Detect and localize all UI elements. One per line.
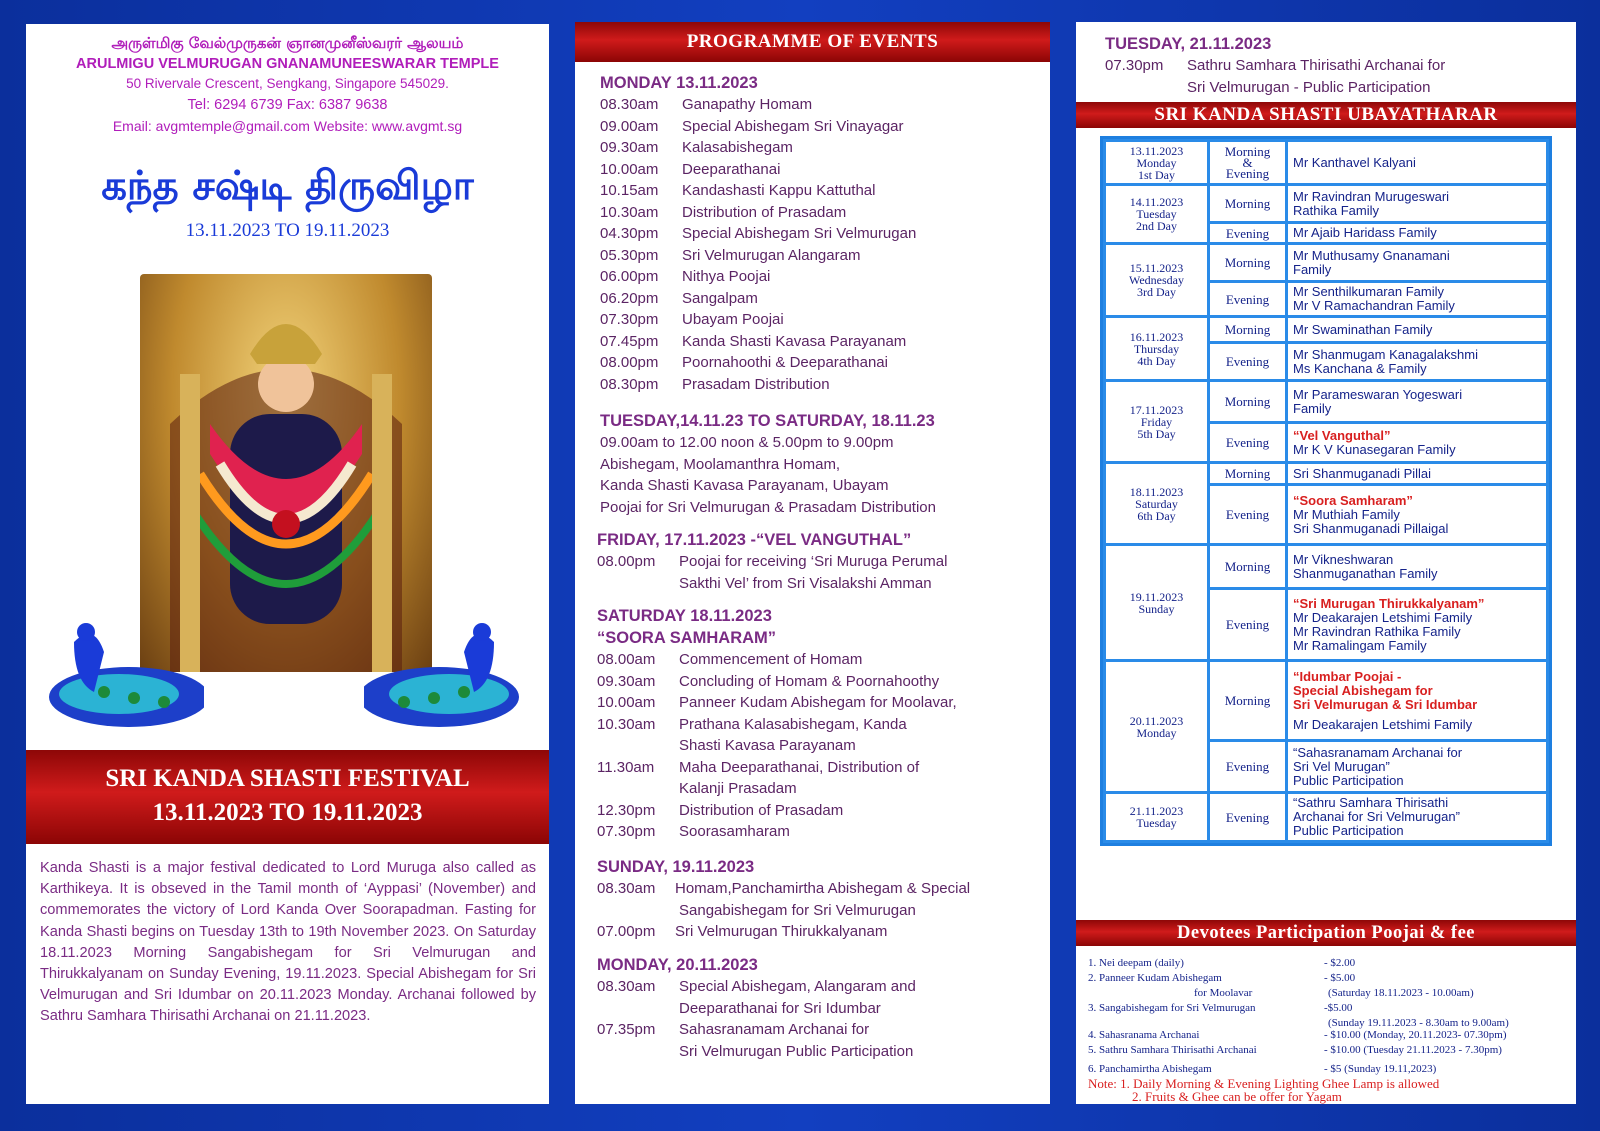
date-line: 19.11.2023 <box>1129 589 1184 604</box>
event-desc: Poornahoothi & Deeparathanai <box>682 354 888 371</box>
band-title: SRI KANDA SHASTI FESTIVAL <box>105 765 470 792</box>
ubayam-name: Mr Kanthavel Kalyani <box>1293 154 1416 170</box>
date-line: 1st Day <box>1138 167 1175 182</box>
tue-sat-line: 09.00am to 12.00 noon & 5.00pm to 9.00pm <box>600 434 894 451</box>
schedule-names <box>1287 282 1548 317</box>
date-line: Monday <box>1136 725 1177 740</box>
date-line: 21.11.2023 <box>1129 804 1184 818</box>
ubayam-name: Family <box>1293 261 1332 277</box>
tamil-temple-name: அருள்மிகு வேல்முருகன் ஞானமுனீஸ்வரர் ஆலயம் <box>111 34 464 52</box>
list-item <box>600 266 916 288</box>
event-time: 06.20pm <box>600 289 659 307</box>
event-time: 08.30am <box>600 96 659 113</box>
schedule-slot <box>1209 317 1287 343</box>
slot-line: Morning <box>1224 196 1271 211</box>
list-item <box>600 223 916 245</box>
table-row <box>1105 317 1548 343</box>
event-desc: Prasadam Distribution <box>682 375 830 393</box>
slot-line: & <box>1242 155 1253 170</box>
table-row <box>1105 185 1548 223</box>
event-desc: Distribution of Prasadam <box>679 801 844 819</box>
event-time: 10.00am <box>597 694 656 711</box>
ubayam-name: Public Participation <box>1293 772 1404 788</box>
fee-item: - $10.00 (Tuesday 21.11.2023 - 7.30pm) <box>1324 1044 1502 1056</box>
ubayam-name: Archanai for Sri Velmurugan” <box>1293 809 1460 824</box>
event-time: 08.00am <box>597 651 656 668</box>
programme-header: PROGRAMME OF EVENTS <box>575 22 1050 62</box>
ubayam-name: Sri Shanmuganadi Pillaigal <box>1293 520 1449 536</box>
date-line: 20.11.2023 <box>1129 713 1184 728</box>
event-desc: Deeparathanai <box>682 160 781 178</box>
event-desc: Sahasranamam Archanai for <box>679 1021 870 1038</box>
slot-line: Morning <box>1224 394 1271 409</box>
ubayam-name: Rathika Family <box>1293 202 1379 218</box>
date-line: 17.11.2023 <box>1129 402 1184 417</box>
fee-item: - $5.00 <box>1324 972 1356 984</box>
event-desc: Kandashasti Kappu Kattuthal <box>682 182 876 199</box>
slot-line: Evening <box>1225 225 1270 241</box>
list-item <box>600 202 916 224</box>
date-line: Saturday <box>1135 496 1178 511</box>
tue-sat-line: Kanda Shasti Kavasa Parayanam, Ubayam <box>600 477 889 494</box>
festival-band <box>26 750 549 844</box>
schedule-slot <box>1209 589 1287 661</box>
date-line: Sunday <box>1138 601 1175 616</box>
schedule-slot <box>1209 223 1287 244</box>
note-2: 2. Fruits & Ghee can be offer for Yagam <box>1132 1089 1342 1104</box>
schedule-slot <box>1209 141 1287 185</box>
event-desc: Sangalpam <box>682 289 758 307</box>
event-time: 08.30am <box>597 880 656 897</box>
event-desc: Sri Velmurugan Alangaram <box>682 246 861 264</box>
event-time: 12.30pm <box>597 801 656 819</box>
schedule-names <box>1287 185 1548 223</box>
schedule-date <box>1105 661 1209 793</box>
event-time: 07.45pm <box>600 332 659 350</box>
event-desc: Ganapathy Homam <box>682 96 813 113</box>
event-desc: Kalanji Prasadam <box>679 780 797 797</box>
ubayam-name: Mr Ajaib Haridass Family <box>1293 225 1437 240</box>
schedule-slot <box>1209 381 1287 423</box>
ubayam-name: Mr Ravindran Murugeswari <box>1293 188 1450 204</box>
fee-item: 1. Nei deepam (daily) <box>1088 957 1184 969</box>
event-desc: Poojai for receiving ‘Sri Muruga Perumal <box>679 553 948 570</box>
schedule-slot <box>1209 741 1287 793</box>
tue-sat-line: Abishegam, Moolamanthra Homam, <box>600 455 841 473</box>
programme-panel <box>575 22 1050 1104</box>
schedule-names <box>1287 661 1548 741</box>
ubayam-name: Sri Vel Murugan” <box>1293 758 1390 774</box>
event-time: 09.00am <box>600 117 659 135</box>
date-line: 3rd Day <box>1137 285 1176 299</box>
tuesday-21-heading: TUESDAY, 21.11.2023 <box>1105 35 1272 53</box>
ubayam-name: Shanmuganathan Family <box>1293 565 1438 581</box>
list-item <box>597 821 957 843</box>
fee-item: -$5.00 <box>1324 1002 1353 1014</box>
list-item <box>597 551 947 573</box>
ubayam-name: Mr Parameswaran Yogeswari <box>1293 386 1463 402</box>
schedule-slot <box>1209 463 1287 485</box>
ubayam-name: Mr Deakarajen Letshimi Family <box>1293 716 1473 732</box>
event-time: 07.35pm <box>597 1021 656 1038</box>
saturday-18-list <box>597 649 957 843</box>
ubayam-name: “Sahasranamam Archanai for <box>1293 744 1463 760</box>
list-item <box>597 800 957 822</box>
ubayam-name: Sri Shanmuganadi Pillai <box>1293 465 1432 481</box>
slot-line: Evening <box>1225 435 1270 450</box>
event-time: 06.00pm <box>600 268 659 285</box>
event-time: 09.30am <box>600 139 659 156</box>
schedule-date <box>1105 141 1209 185</box>
ubayam-name: Mr Deakarajen Letshimi Family <box>1293 609 1473 625</box>
event-time: 07.30pm <box>597 823 656 840</box>
slot-line: Morning <box>1224 559 1271 574</box>
schedule-date <box>1105 381 1209 463</box>
schedule-slot <box>1209 545 1287 589</box>
event-desc: Distribution of Prasadam <box>682 203 847 221</box>
event-desc: Commencement of Homam <box>679 651 863 668</box>
list-item <box>600 331 916 353</box>
event-time: 08.30am <box>597 978 656 995</box>
event-desc: Special Abishegam Sri Velmurugan <box>682 225 917 242</box>
event-desc: Sathru Samhara Thirisathi Archanai for <box>1187 57 1446 74</box>
event-time: 10.00am <box>600 160 659 178</box>
list-item <box>597 757 957 779</box>
schedule-date <box>1105 185 1209 244</box>
event-desc: Nithya Poojai <box>682 268 771 285</box>
event-desc: Ubayam Poojai <box>682 311 784 328</box>
schedule-date <box>1105 317 1209 381</box>
ubayam-name: Mr Shanmugam Kanagalakshmi <box>1293 346 1478 362</box>
ubayam-name: “Idumbar Poojai - <box>1293 668 1402 684</box>
ubayatharar-header: SRI KANDA SHASTI UBAYATHARAR <box>1076 102 1576 128</box>
schedule-slot <box>1209 343 1287 381</box>
schedule-slot <box>1209 423 1287 463</box>
event-time: 08.00pm <box>597 553 656 570</box>
date-line: Wednesday <box>1128 273 1184 287</box>
event-desc: Homam,Panchamirtha Abishegam & Special <box>675 880 971 897</box>
schedule-names <box>1287 141 1548 185</box>
tue-sat-heading: TUESDAY,14.11.23 TO SATURDAY, 18.11.23 <box>600 412 935 430</box>
fee-item: 2. Panneer Kudam Abishegam <box>1088 972 1222 984</box>
ubayam-name: Mr Muthusamy Gnanamani <box>1293 247 1450 263</box>
event-time: 07.30pm <box>600 311 659 328</box>
event-desc: Kalasabishegam <box>682 139 793 156</box>
temple-name: ARULMIGU VELMURUGAN GNANAMUNEESWARAR TEMPLE <box>76 56 499 72</box>
table-row <box>1105 545 1548 589</box>
slot-line: Evening <box>1225 809 1270 825</box>
list-item <box>600 309 916 331</box>
schedule-names <box>1287 463 1548 485</box>
schedule-names <box>1287 244 1548 282</box>
event-time: 10.30am <box>600 203 659 221</box>
list-item <box>597 649 957 671</box>
event-desc: Sri Velmurugan Thirukkalyanam <box>675 923 888 940</box>
event-time: 05.30pm <box>600 246 659 264</box>
schedule-names <box>1287 343 1548 381</box>
list-item <box>600 180 916 202</box>
friday-17-heading: FRIDAY, 17.11.2023 -“VEL VANGUTHAL” <box>597 531 912 549</box>
schedule-date <box>1105 244 1209 317</box>
schedule-slot <box>1209 244 1287 282</box>
table-row <box>1105 463 1548 485</box>
ubayatharar-table <box>1100 136 1552 846</box>
event-desc: Sakthi Vel’ from Sri Visalakshi Amman <box>679 574 932 592</box>
fee-item: 4. Sahasranama Archanai <box>1088 1029 1200 1041</box>
date-line: 2nd Day <box>1136 219 1177 233</box>
event-desc: Kanda Shasti Kavasa Parayanam <box>682 332 907 350</box>
fee-item: 5. Sathru Samhara Thirisathi Archanai <box>1088 1044 1257 1056</box>
peacock-right-icon <box>364 602 534 734</box>
ubayam-name: Mr V Ramachandran Family <box>1293 298 1455 313</box>
ubayam-name: Mr Vikneshwaran <box>1293 551 1394 567</box>
date-line: 18.11.2023 <box>1129 484 1184 499</box>
list-item <box>600 352 916 374</box>
ubayam-name: Mr Swaminathan Family <box>1293 321 1433 337</box>
date-line: Thursday <box>1133 341 1180 356</box>
event-desc: Soorasamharam <box>679 823 790 840</box>
right-panel <box>1076 22 1576 1104</box>
schedule-slot <box>1209 661 1287 741</box>
slot-line: Evening <box>1225 617 1270 632</box>
schedule-names <box>1287 485 1548 545</box>
list-item <box>597 714 957 736</box>
tue-sat-line: Poojai for Sri Velmurugan & Prasadam Distribution <box>600 498 936 516</box>
event-time: 11.30am <box>597 758 655 776</box>
schedule-names <box>1287 223 1548 244</box>
schedule-slot <box>1209 282 1287 317</box>
schedule-date <box>1105 793 1209 842</box>
event-time: 10.30am <box>597 715 656 733</box>
fee-item: - $5 (Sunday 19.11,2023) <box>1324 1063 1437 1075</box>
list-item <box>600 159 916 181</box>
list-item <box>600 288 916 310</box>
schedule-names <box>1287 741 1548 793</box>
fee-item: - $2.00 <box>1324 957 1356 969</box>
temple-contact: Email: avgmtemple@gmail.com Website: www.avgmt.sg <box>112 118 463 134</box>
list-item <box>1105 55 1445 77</box>
schedule-date <box>1105 463 1209 545</box>
table-row <box>1105 793 1548 842</box>
event-desc: Prathana Kalasabishegam, Kanda <box>679 715 907 733</box>
slot-line: Evening <box>1225 291 1270 307</box>
schedule-slot <box>1209 793 1287 842</box>
slot-line: Evening <box>1225 354 1270 369</box>
schedule-names <box>1287 589 1548 661</box>
ubayam-name: Family <box>1293 400 1332 416</box>
tamil-festival-title: கந்த சஷ்டி திருவிழா <box>101 163 474 209</box>
event-time: 04.30pm <box>600 225 659 242</box>
monday-20-heading: MONDAY, 20.11.2023 <box>597 956 758 974</box>
event-desc: Sangabishegam for Sri Velmurugan <box>679 901 916 919</box>
fee-item: 3. Sangabishegam for Sri Velmurugan <box>1088 1002 1256 1014</box>
event-desc: Shasti Kavasa Parayanam <box>679 737 856 754</box>
date-line: 5th Day <box>1137 426 1176 441</box>
ubayam-name: Mr Ravindran Rathika Family <box>1293 623 1461 639</box>
schedule-names <box>1287 545 1548 589</box>
fee-item: - $10.00 (Monday, 20.11.2023- 07.30pm) <box>1324 1029 1507 1041</box>
event-desc: Special Abishegam Sri Vinayagar <box>682 117 904 135</box>
event-desc: Panneer Kudam Abishegam for Moolavar, <box>679 694 957 711</box>
festival-dates: 13.11.2023 TO 19.11.2023 <box>185 220 390 241</box>
slot-line: Morning <box>1224 466 1271 481</box>
event-time: 09.30am <box>597 672 656 690</box>
event-desc: Sri Velmurugan Public Participation <box>679 1042 914 1060</box>
temple-address: 50 Rivervale Crescent, Sengkang, Singapore 545029. <box>126 76 449 91</box>
fee-header: Devotees Participation Poojai & fee <box>1076 920 1576 946</box>
ubayam-name: Sri Velmurugan & Sri Idumbar <box>1293 696 1478 712</box>
left-panel <box>26 24 549 1104</box>
list-item <box>600 137 916 159</box>
slot-line: Evening <box>1225 166 1270 181</box>
list-item <box>600 94 916 116</box>
fee-item: 6. Panchamirtha Abishegam <box>1088 1063 1212 1075</box>
schedule-slot <box>1209 185 1287 223</box>
ubayam-name: “Sathru Samhara Thirisathi <box>1293 795 1449 810</box>
event-desc: Maha Deeparathanai, Distribution of <box>679 758 920 776</box>
fee-item: (Sunday 19.11.2023 - 8.30am to 9.00am) <box>1328 1017 1509 1029</box>
ubayam-name: Ms Kanchana & Family <box>1293 360 1427 376</box>
slot-line: Morning <box>1224 144 1271 159</box>
event-time: 08.00pm <box>600 354 659 371</box>
fee-item: for Moolavar <box>1194 987 1253 999</box>
date-line: 6th Day <box>1137 508 1176 523</box>
ubayam-name: Mr Ramalingam Family <box>1293 637 1427 653</box>
ubayam-name: Mr Muthiah Family <box>1293 506 1400 522</box>
ubayam-name: Special Abishegam for <box>1293 682 1433 698</box>
ubayam-name: “Soora Samharam” <box>1293 492 1413 508</box>
date-line: 13.11.2023 <box>1129 143 1184 158</box>
slot-line: Morning <box>1224 322 1271 337</box>
saturday-18-subtitle: “SOORA SAMHARAM” <box>597 629 777 647</box>
event-time: 10.15am <box>600 182 659 199</box>
monday-13-list <box>600 94 916 395</box>
list-item <box>597 671 957 693</box>
note-1: Note: 1. Daily Morning & Evening Lighting Ghee Lamp is allowed <box>1088 1076 1440 1091</box>
event-time: 07.30pm <box>1105 57 1164 74</box>
ubayam-name: Mr K V Kunasegaran Family <box>1293 441 1456 457</box>
event-time: 08.30pm <box>600 375 659 393</box>
list-item <box>600 116 916 138</box>
schedule-slot <box>1209 485 1287 545</box>
table-row <box>1105 661 1548 741</box>
list-item <box>597 976 916 998</box>
list-item <box>597 921 970 943</box>
list-item <box>597 692 957 714</box>
table-row <box>1105 381 1548 423</box>
temple-phone: Tel: 6294 6739 Fax: 6387 9638 <box>187 97 388 113</box>
date-line: Friday <box>1140 414 1173 429</box>
monday-13-heading: MONDAY 13.11.2023 <box>600 74 758 92</box>
date-line: 15.11.2023 <box>1129 261 1184 275</box>
table-row <box>1105 244 1548 282</box>
saturday-18-heading: SATURDAY 18.11.2023 <box>597 607 772 625</box>
ubayam-name: “Vel Vanguthal” <box>1293 427 1391 443</box>
date-line: Tuesday <box>1136 207 1177 221</box>
event-time: 07.00pm <box>597 923 656 940</box>
event-desc: Deeparathanai for Sri Idumbar <box>679 999 881 1017</box>
schedule-date <box>1105 545 1209 661</box>
date-line: Tuesday <box>1136 816 1177 830</box>
date-line: 14.11.2023 <box>1129 195 1184 209</box>
slot-line: Evening <box>1225 507 1270 522</box>
table-row <box>1105 141 1548 185</box>
slot-line: Morning <box>1224 255 1271 270</box>
schedule-names <box>1287 423 1548 463</box>
list-item <box>600 245 916 267</box>
schedule-names <box>1287 793 1548 842</box>
event-desc: Special Abishegam, Alangaram and <box>679 978 916 995</box>
list-item <box>600 374 916 396</box>
festival-description: Kanda Shasti is a major festival dedicated to Lord Muruga also called as Karthikeya. It is obseved in the Tamil month of ‘Ayppasi’ (November) and commemorates the victory of Lord Kanda Over Soorapadman. Fasting for Kanda Shasti begins on Tuesday 13th to 19th November 2023. On Saturday 18.11.2023 Morning Sangabishegam for Sri Velmurugan and Thirukkalyanam on Sunday Evening, 19.11.2023. Special Abishegam for Sri Velmurugan and Sri Idumbar on 20.11.2023 Monday. Archanai followed by Sathru Samhara Thirisathi Archanai on 21.11.2023. <box>40 860 536 1025</box>
ubayam-name: Public Participation <box>1293 823 1404 838</box>
schedule-names <box>1287 381 1548 423</box>
date-line: 4th Day <box>1137 353 1176 368</box>
fee-item: (Saturday 18.11.2023 - 10.00am) <box>1328 987 1474 999</box>
peacock-left-icon <box>34 602 204 734</box>
event-desc: Concluding of Homam & Poornahoothy <box>679 672 940 690</box>
list-item <box>597 1019 916 1041</box>
slot-line: Evening <box>1225 759 1270 774</box>
sunday-19-heading: SUNDAY, 19.11.2023 <box>597 858 755 876</box>
date-line: 16.11.2023 <box>1129 329 1184 344</box>
slot-line: Morning <box>1224 693 1271 708</box>
event-desc: Sri Velmurugan - Public Participation <box>1187 78 1431 96</box>
ubayam-name: “Sri Murugan Thirukkalyanam” <box>1293 595 1485 611</box>
band-dates: 13.11.2023 TO 19.11.2023 <box>152 799 423 826</box>
ubayam-name: Mr Senthilkumaran Family <box>1293 284 1444 299</box>
list-item <box>597 878 970 900</box>
schedule-names <box>1287 317 1548 343</box>
date-line: Monday <box>1136 155 1177 170</box>
